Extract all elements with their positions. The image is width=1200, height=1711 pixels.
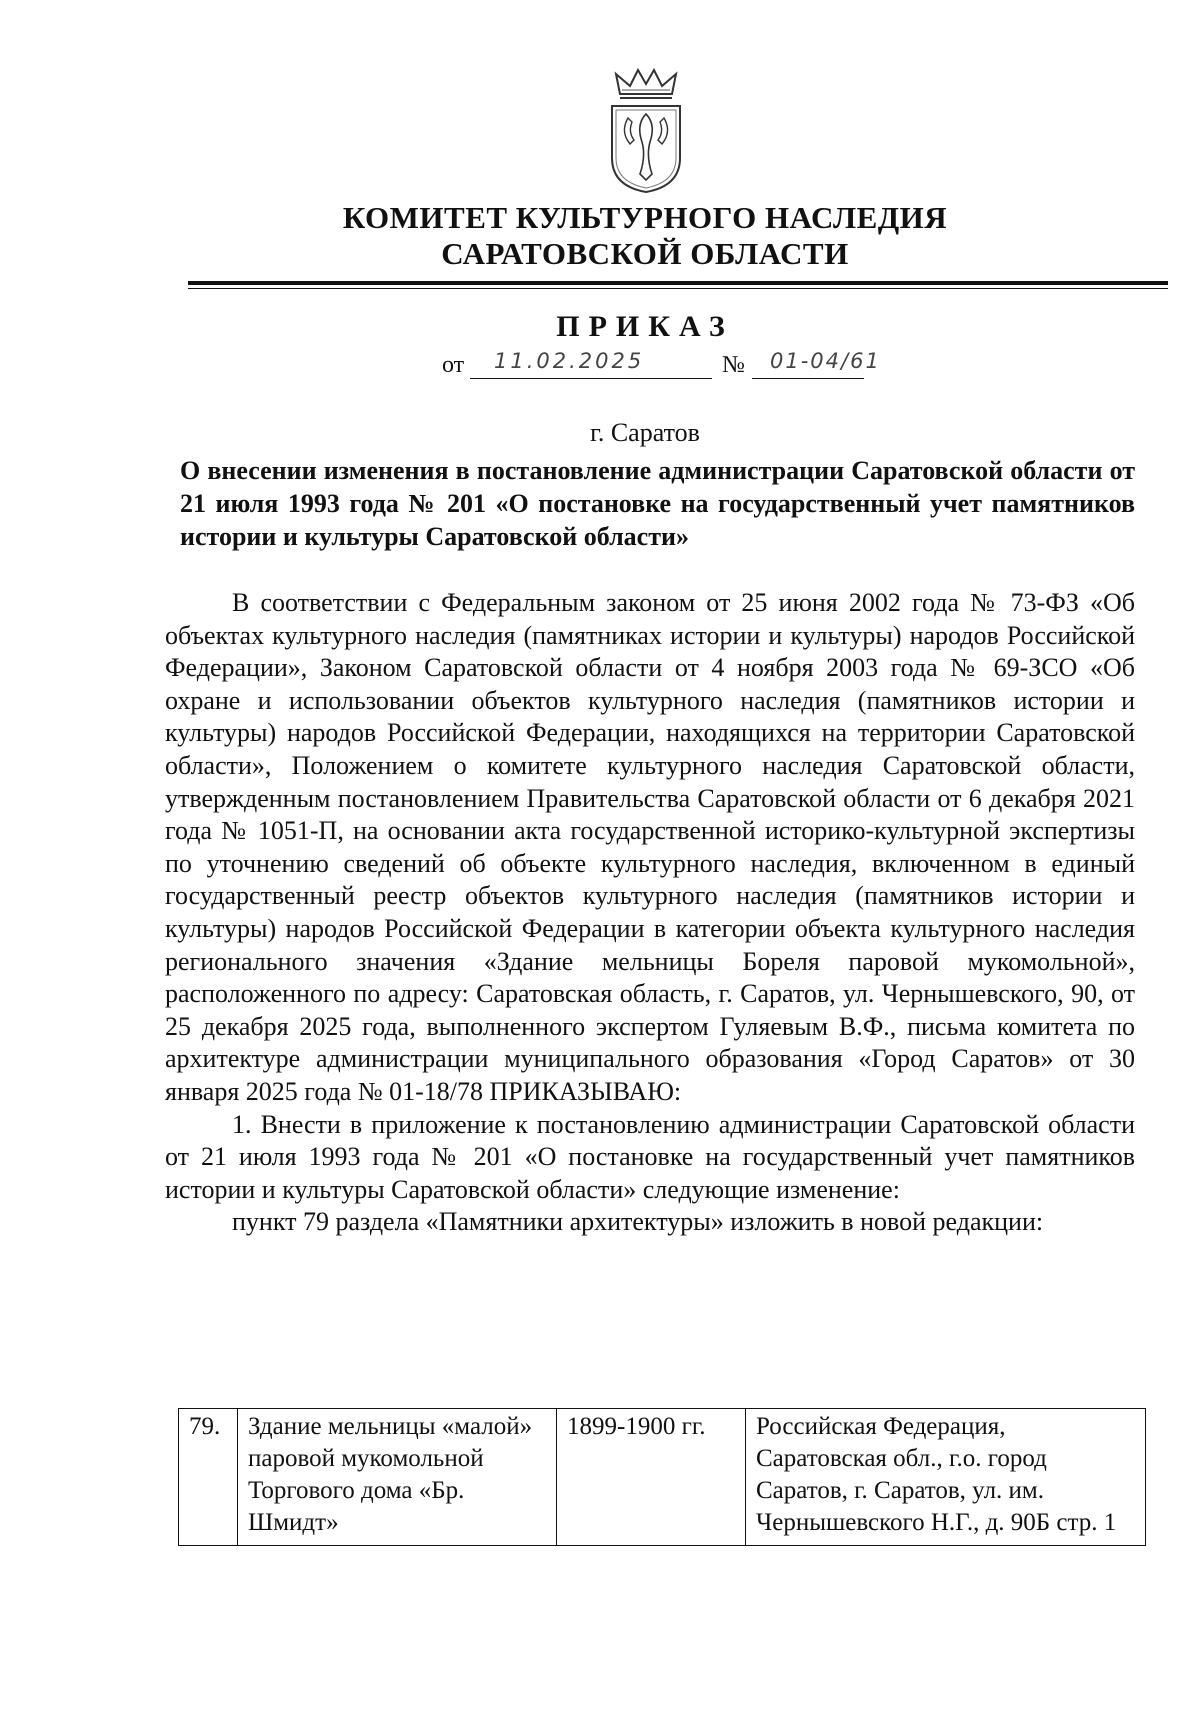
monument-name: Здание мельницы «малой» паровой мукомольной Торгового дома «Бр. Шмидт» [238, 1409, 557, 1546]
order-number-handwritten: 01-04/61 [770, 349, 881, 373]
city: г. Саратов [590, 418, 700, 447]
org-title-line1: КОМИТЕТ КУЛЬТУРНОГО НАСЛЕДИЯ [342, 200, 948, 235]
header-divider-thin [188, 288, 1168, 289]
item1-paragraph: 1. Внести в приложение к постановлению администрации Саратовской области от 21 июля 1993 года № 201 «О постановке на государственный учет памятников истории и культуры Саратовской области» следующие изменение: [165, 1109, 1135, 1204]
row-number: 79. [179, 1409, 238, 1546]
order-subject: О внесении изменения в постановление администрации Саратовской области от 21 июля 1993 года № 201 «О постановке на государственный учет памятников истории и культуры Саратовской области» [180, 456, 1135, 551]
number-prefix: № [722, 352, 745, 378]
table-row [179, 1409, 1146, 1546]
header-divider-thick [188, 281, 1168, 285]
org-title-line2: САРАТОВСКОЙ ОБЛАСТИ [441, 236, 849, 271]
preamble-paragraph: В соответствии с Федеральным законом от 25 июня 2002 года № 73-ФЗ «Об объектах культурного наследия (памятниках истории и культуры) народов Российской Федерации», Законом Саратовской области от 4 ноября 2003 года № 69-ЗСО «Об охране и использовании объектов культурного наследия (памятников истории и культуры) народов Российской Федерации, находящихся на территории Саратовской области», Положением о комитете культурного наследия Саратовской области, утвержденным постановлением Правительства Саратовской области от 6 декабря 2021 года № 1051-П, на основании акта государственной историко-культурной экспертизы по уточнению сведений об объекте культурного наследия, включенном в единый государственный реестр объектов культурного наследия (памятников истории и культуры) народов Российской Федерации в категории объекта культурного наследия регионального значения «Здание мельницы Бореля паровой мукомольной», расположенного по адресу: Саратовская область, г. Саратов, ул. Чернышевского, 90, от 25 декабря 2025 года, выполненного экспертом Гуляевым В.Ф., письма комитета по архитектуре администрации муниципального образования «Город Саратов» от 30 января 2025 года № 01-18/78 ПРИКАЗЫВАЮ: [165, 588, 1135, 1106]
monument-date: 1899-1900 гг. [557, 1409, 746, 1546]
saratov-coat-of-arms-icon [606, 66, 686, 196]
order-date-handwritten: 11.02.2025 [494, 349, 645, 373]
item1-sub-paragraph: пункт 79 раздела «Памятники архитектуры» изложить в новой редакции: [232, 1207, 1044, 1237]
order-title: ПРИКАЗ [556, 310, 734, 343]
order-body [165, 587, 1135, 1239]
date-underline [470, 378, 712, 379]
monument-table [178, 1408, 1146, 1546]
date-prefix: от [442, 352, 465, 378]
number-underline [752, 378, 864, 379]
monument-address: Российская Федерация, Саратовская обл., г.о. город Саратов, г. Саратов, ул. им. Чернышевского Н.Г., д. 90Б стр. 1 [746, 1409, 1146, 1546]
